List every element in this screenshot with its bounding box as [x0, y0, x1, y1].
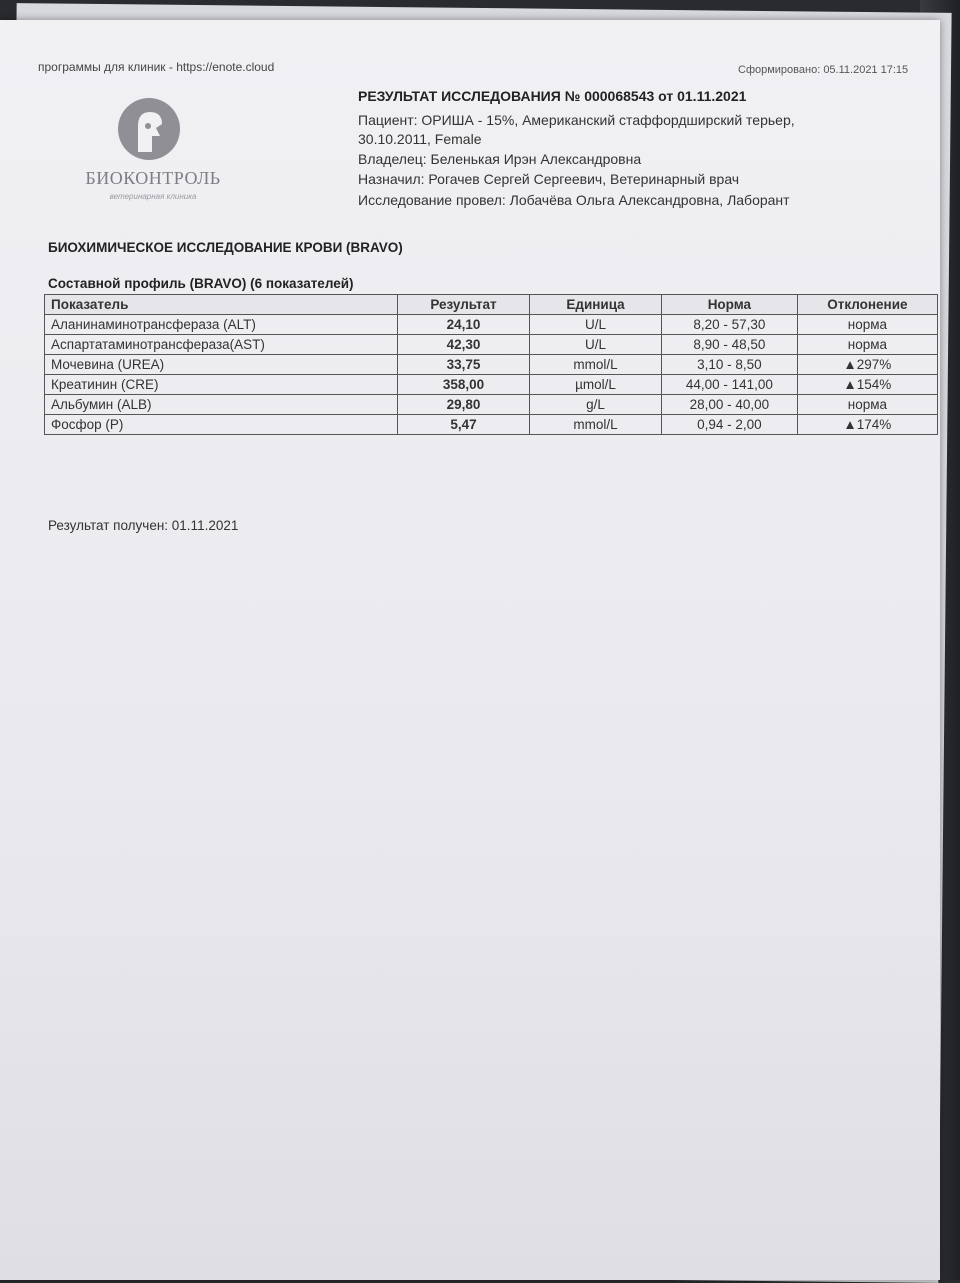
cell-deviation: норма	[797, 335, 937, 355]
document-page	[0, 20, 940, 1280]
cell-unit: mmol/L	[530, 355, 662, 375]
performed-line: Исследование провел: Лобачёва Ольга Александровна, Лаборант	[358, 192, 790, 208]
table-row	[45, 335, 938, 355]
header-norm: Норма	[662, 295, 798, 315]
owner-line: Владелец: Беленькая Ирэн Александровна	[358, 151, 642, 167]
cell-deviation: ▲297%	[797, 355, 937, 375]
cell-deviation: норма	[797, 315, 937, 335]
cell-result: 358,00	[397, 375, 529, 395]
cell-unit: µmol/L	[530, 375, 662, 395]
cell-deviation: ▲174%	[797, 415, 937, 435]
table-header-row	[45, 295, 938, 315]
cell-indicator: Аланинаминотрансфераза (ALT)	[45, 315, 398, 335]
patient-line-1: Пациент: ОРИША - 15%, Американский стаффордширский терьер,	[358, 112, 795, 128]
table-row	[45, 355, 938, 375]
cell-result: 33,75	[397, 355, 529, 375]
cell-norm: 0,94 - 2,00	[662, 415, 798, 435]
header-unit: Единица	[530, 295, 662, 315]
cell-unit: U/L	[530, 315, 662, 335]
results-table	[44, 294, 938, 435]
clinic-logo	[78, 98, 228, 218]
report-title: РЕЗУЛЬТАТ ИССЛЕДОВАНИЯ № 000068543 от 01.11.2021	[358, 88, 747, 104]
cell-norm: 44,00 - 141,00	[662, 375, 798, 395]
cell-norm: 3,10 - 8,50	[662, 355, 798, 375]
table-row	[45, 315, 938, 335]
logo-emblem-icon	[118, 98, 180, 160]
cell-norm: 28,00 - 40,00	[662, 395, 798, 415]
cell-result: 42,30	[397, 335, 529, 355]
cell-indicator: Мочевина (UREA)	[45, 355, 398, 375]
cell-norm: 8,20 - 57,30	[662, 315, 798, 335]
cell-norm: 8,90 - 48,50	[662, 335, 798, 355]
cell-unit: U/L	[530, 335, 662, 355]
software-credit: программы для клиник - https://enote.cloud	[38, 60, 275, 74]
cell-indicator: Креатинин (CRE)	[45, 375, 398, 395]
cell-unit: g/L	[530, 395, 662, 415]
cell-indicator: Альбумин (ALB)	[45, 395, 398, 415]
generated-timestamp: Сформировано: 05.11.2021 17:15	[738, 64, 909, 76]
table-row	[45, 415, 938, 435]
clinic-subtitle: ветеринарная клиника	[109, 192, 197, 201]
cell-unit: mmol/L	[530, 415, 662, 435]
profile-title: Составной профиль (BRAVO) (6 показателей)	[48, 276, 354, 291]
result-received-date: Результат получен: 01.11.2021	[48, 518, 239, 533]
cell-result: 5,47	[397, 415, 529, 435]
clinic-name: БИОКОНТРОЛЬ	[85, 168, 221, 188]
cell-result: 29,80	[397, 395, 529, 415]
table-row	[45, 375, 938, 395]
patient-line-2: 30.10.2011, Female	[358, 131, 482, 147]
cell-indicator: Фосфор (P)	[45, 415, 398, 435]
cell-result: 24,10	[397, 315, 529, 335]
cell-deviation: норма	[797, 395, 937, 415]
table-row	[45, 395, 938, 415]
header-indicator: Показатель	[45, 295, 398, 315]
cell-indicator: Аспартатаминотрансфераза(AST)	[45, 335, 398, 355]
section-title: БИОХИМИЧЕСКОЕ ИССЛЕДОВАНИЕ КРОВИ (BRAVO)	[48, 240, 403, 255]
header-result: Результат	[397, 295, 529, 315]
cell-deviation: ▲154%	[797, 375, 937, 395]
header-deviation: Отклонение	[797, 295, 937, 315]
assigned-line: Назначил: Рогачев Сергей Сергеевич, Ветеринарный врач	[358, 171, 740, 187]
